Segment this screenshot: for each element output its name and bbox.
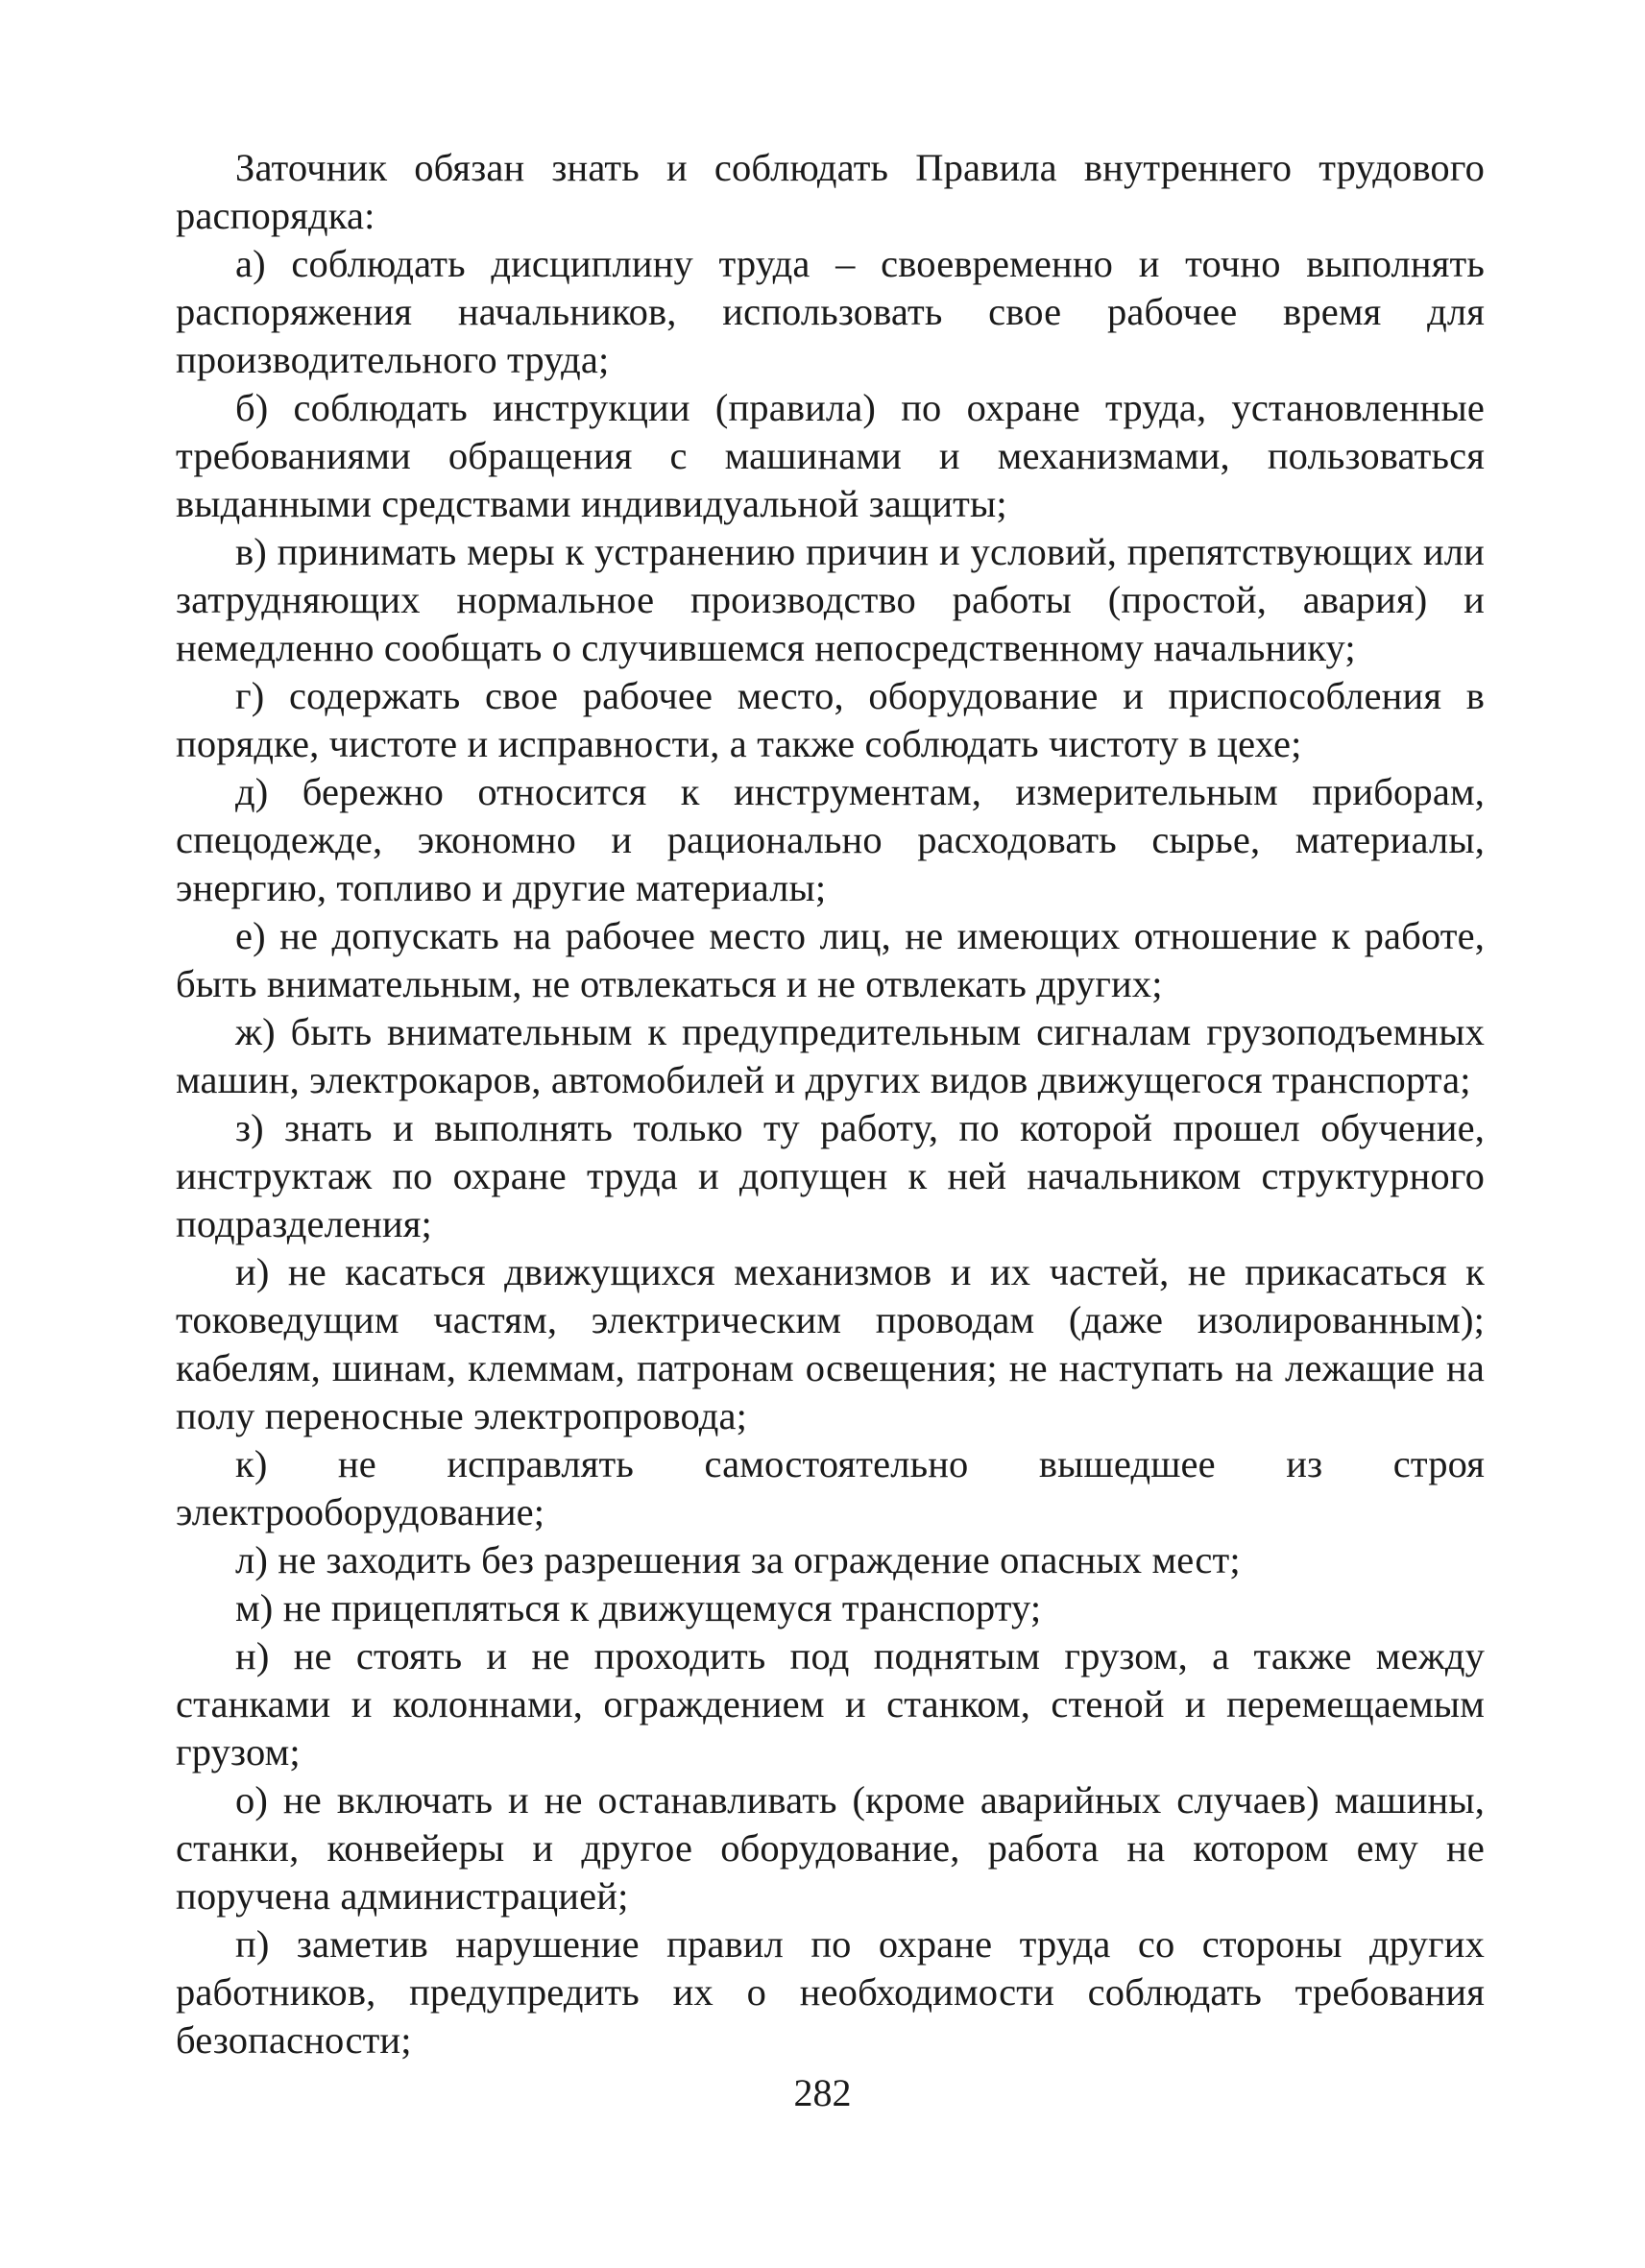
list-item-b: б) соблюдать инструкции (правила) по охране труда, установленные требованиями обращения с машинами и механизмами, пользоваться выданными средствами индивидуальной защиты; <box>176 386 1485 525</box>
list-item-k: к) не исправлять самостоятельно вышедшее из строя электрооборудование; <box>176 1442 1485 1533</box>
list-item-l: л) не заходить без разрешения за ограждение опасных мест; <box>235 1538 1241 1581</box>
list-item-v: в) принимать меры к устранению причин и условий, препятствующих или затрудняющих нормальное производство работы (простой, авария) и немедленно сообщать о случившемся непосредственному начальнику; <box>176 530 1485 669</box>
list-item-zh: ж) быть внимательным к предупредительным сигналам грузоподъемных машин, электрокаров, автомобилей и других видов движущегося транспорта; <box>176 1010 1485 1101</box>
list-item-z: з) знать и выполнять только ту работу, по которой прошел обучение, инструктаж по охране труда и допущен к ней начальником структурного подразделения; <box>176 1106 1485 1245</box>
list-item-d: д) бережно относится к инструментам, измерительным приборам, спецодежде, экономно и рационально расходовать сырье, материалы, энергию, топливо и другие материалы; <box>176 770 1485 909</box>
list-item-o: о) не включать и не останавливать (кроме аварийных случаев) машины, станки, конвейеры и другое оборудование, работа на котором ему не поручена администрацией; <box>176 1778 1485 1918</box>
list-item-n: н) не стоять и не проходить под поднятым грузом, а также между станками и колоннами, ограждением и станком, стеной и перемещаемым грузом; <box>176 1634 1485 1773</box>
list-item-a: а) соблюдать дисциплину труда – своевременно и точно выполнять распоряжения начальников, использовать свое рабочее время для производительного труда; <box>176 242 1485 381</box>
list-item-i: и) не касаться движущихся механизмов и их частей, не прикасаться к токоведущим частям, электрическим проводам (даже изолированным); кабелям, шинам, клеммам, патронам освещения; не наступать на лежащие на полу переносные электропровода; <box>176 1250 1485 1437</box>
list-item-p: п) заметив нарушение правил по охране труда со стороны других работников, предупредить их о необходимости соблюдать требования безопасности; <box>176 1922 1485 2062</box>
body-text <box>176 144 1485 2064</box>
list-item-e: е) не допускать на рабочее место лиц, не имеющих отношение к работе, быть внимательным, не отвлекаться и не отвлекать других; <box>176 914 1485 1005</box>
page-number: 282 <box>793 2071 852 2114</box>
list-item-m: м) не прицепляться к движущемуся транспорту; <box>235 1586 1042 1629</box>
intro-paragraph: Заточник обязан знать и соблюдать Правила внутреннего трудового распорядка: <box>176 146 1485 237</box>
list-item-g: г) содержать свое рабочее место, оборудование и приспособления в порядке, чистоте и исправности, а также соблюдать чистоту в цехе; <box>176 674 1485 765</box>
